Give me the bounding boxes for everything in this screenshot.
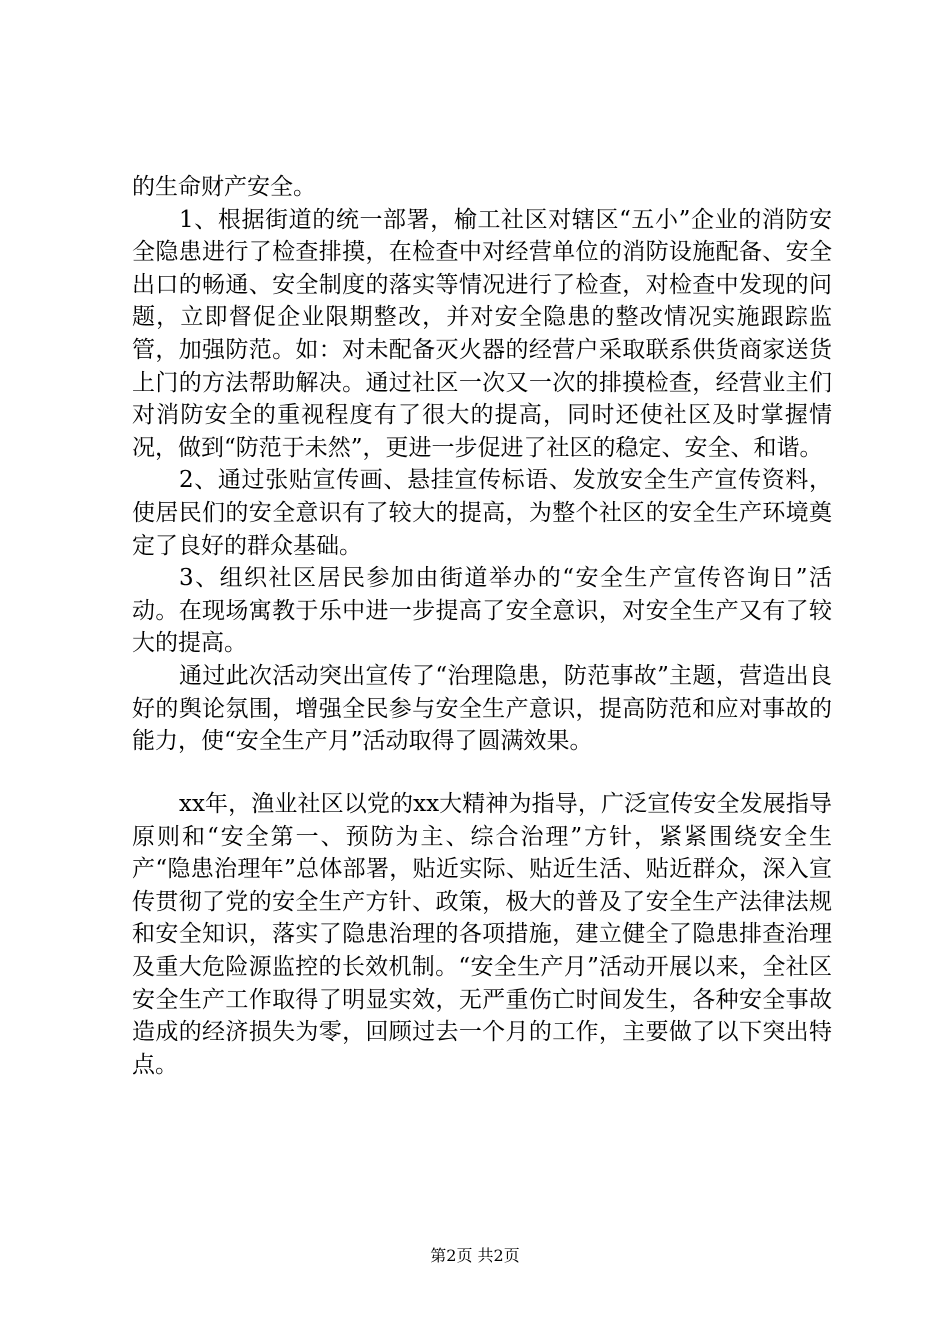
section-safety-activities: [132, 171, 832, 758]
page-footer: 第2页 共2页: [430, 1246, 520, 1265]
paragraph-item-3: 3、组织社区居民参加由街道举办的“安全生产宣传咨询日”活动。在现场寓教于乐中进一步提高了安全意识，对安全生产又有了较大的提高。: [132, 565, 832, 657]
paragraph-item-2: 2、通过张贴宣传画、悬挂宣传标语、发放安全生产宣传资料，使居民们的安全意识有了较大的提高，为整个社区的安全生产环境奠定了良好的群众基础。: [132, 467, 832, 559]
section-yuye-community: [132, 788, 832, 1081]
paragraph-item-1: 1、根据街道的统一部署，榆工社区对辖区“五小”企业的消防安全隐患进行了检查排摸，在检查中对经营单位的消防设施配备、安全出口的畅通、安全制度的落实等情况进行了检查，对检查中发现的问题，立即督促企业限期整改，并对安全隐患的整改情况实施跟踪监管，加强防范。如：对未配备灭火器的经营户采取联系供货商家送货上门的方法帮助解决。通过社区一次又一次的排摸检查，经营业主们对消防安全的重视程度有了很大的提高，同时还使社区及时掌握情况，做到“防范于未然”，更进一步促进了社区的稳定、安全、和谐。: [132, 206, 832, 461]
paragraph-summary: 通过此次活动突出宣传了“治理隐患，防范事故”主题，营造出良好的舆论氛围，增强全民参与安全生产意识，提高防范和应对事故的能力，使“安全生产月”活动取得了圆满效果。: [132, 662, 832, 755]
paragraph-intro: xx年，渔业社区以党的xx大精神为指导，广泛宣传安全发展指导原则和“安全第一、预防为主、综合治理”方针，紧紧围绕安全生产“隐患治理年”总体部署，贴近实际、贴近生活、贴近群众，深入宣传贯彻了党的安全生产方针、政策，极大的普及了安全生产法律法规和安全知识，落实了隐患治理的各项措施，建立健全了隐患排查治理及重大危险源监控的长效机制。“安全生产月”活动开展以来，全社区安全生产工作取得了明显实效，无严重伤亡时间发生，各种安全事故造成的经济损失为零，回顾过去一个月的工作，主要做了以下突出特点。: [132, 791, 832, 1078]
paragraph-continuation: 的生命财产安全。: [132, 174, 316, 200]
